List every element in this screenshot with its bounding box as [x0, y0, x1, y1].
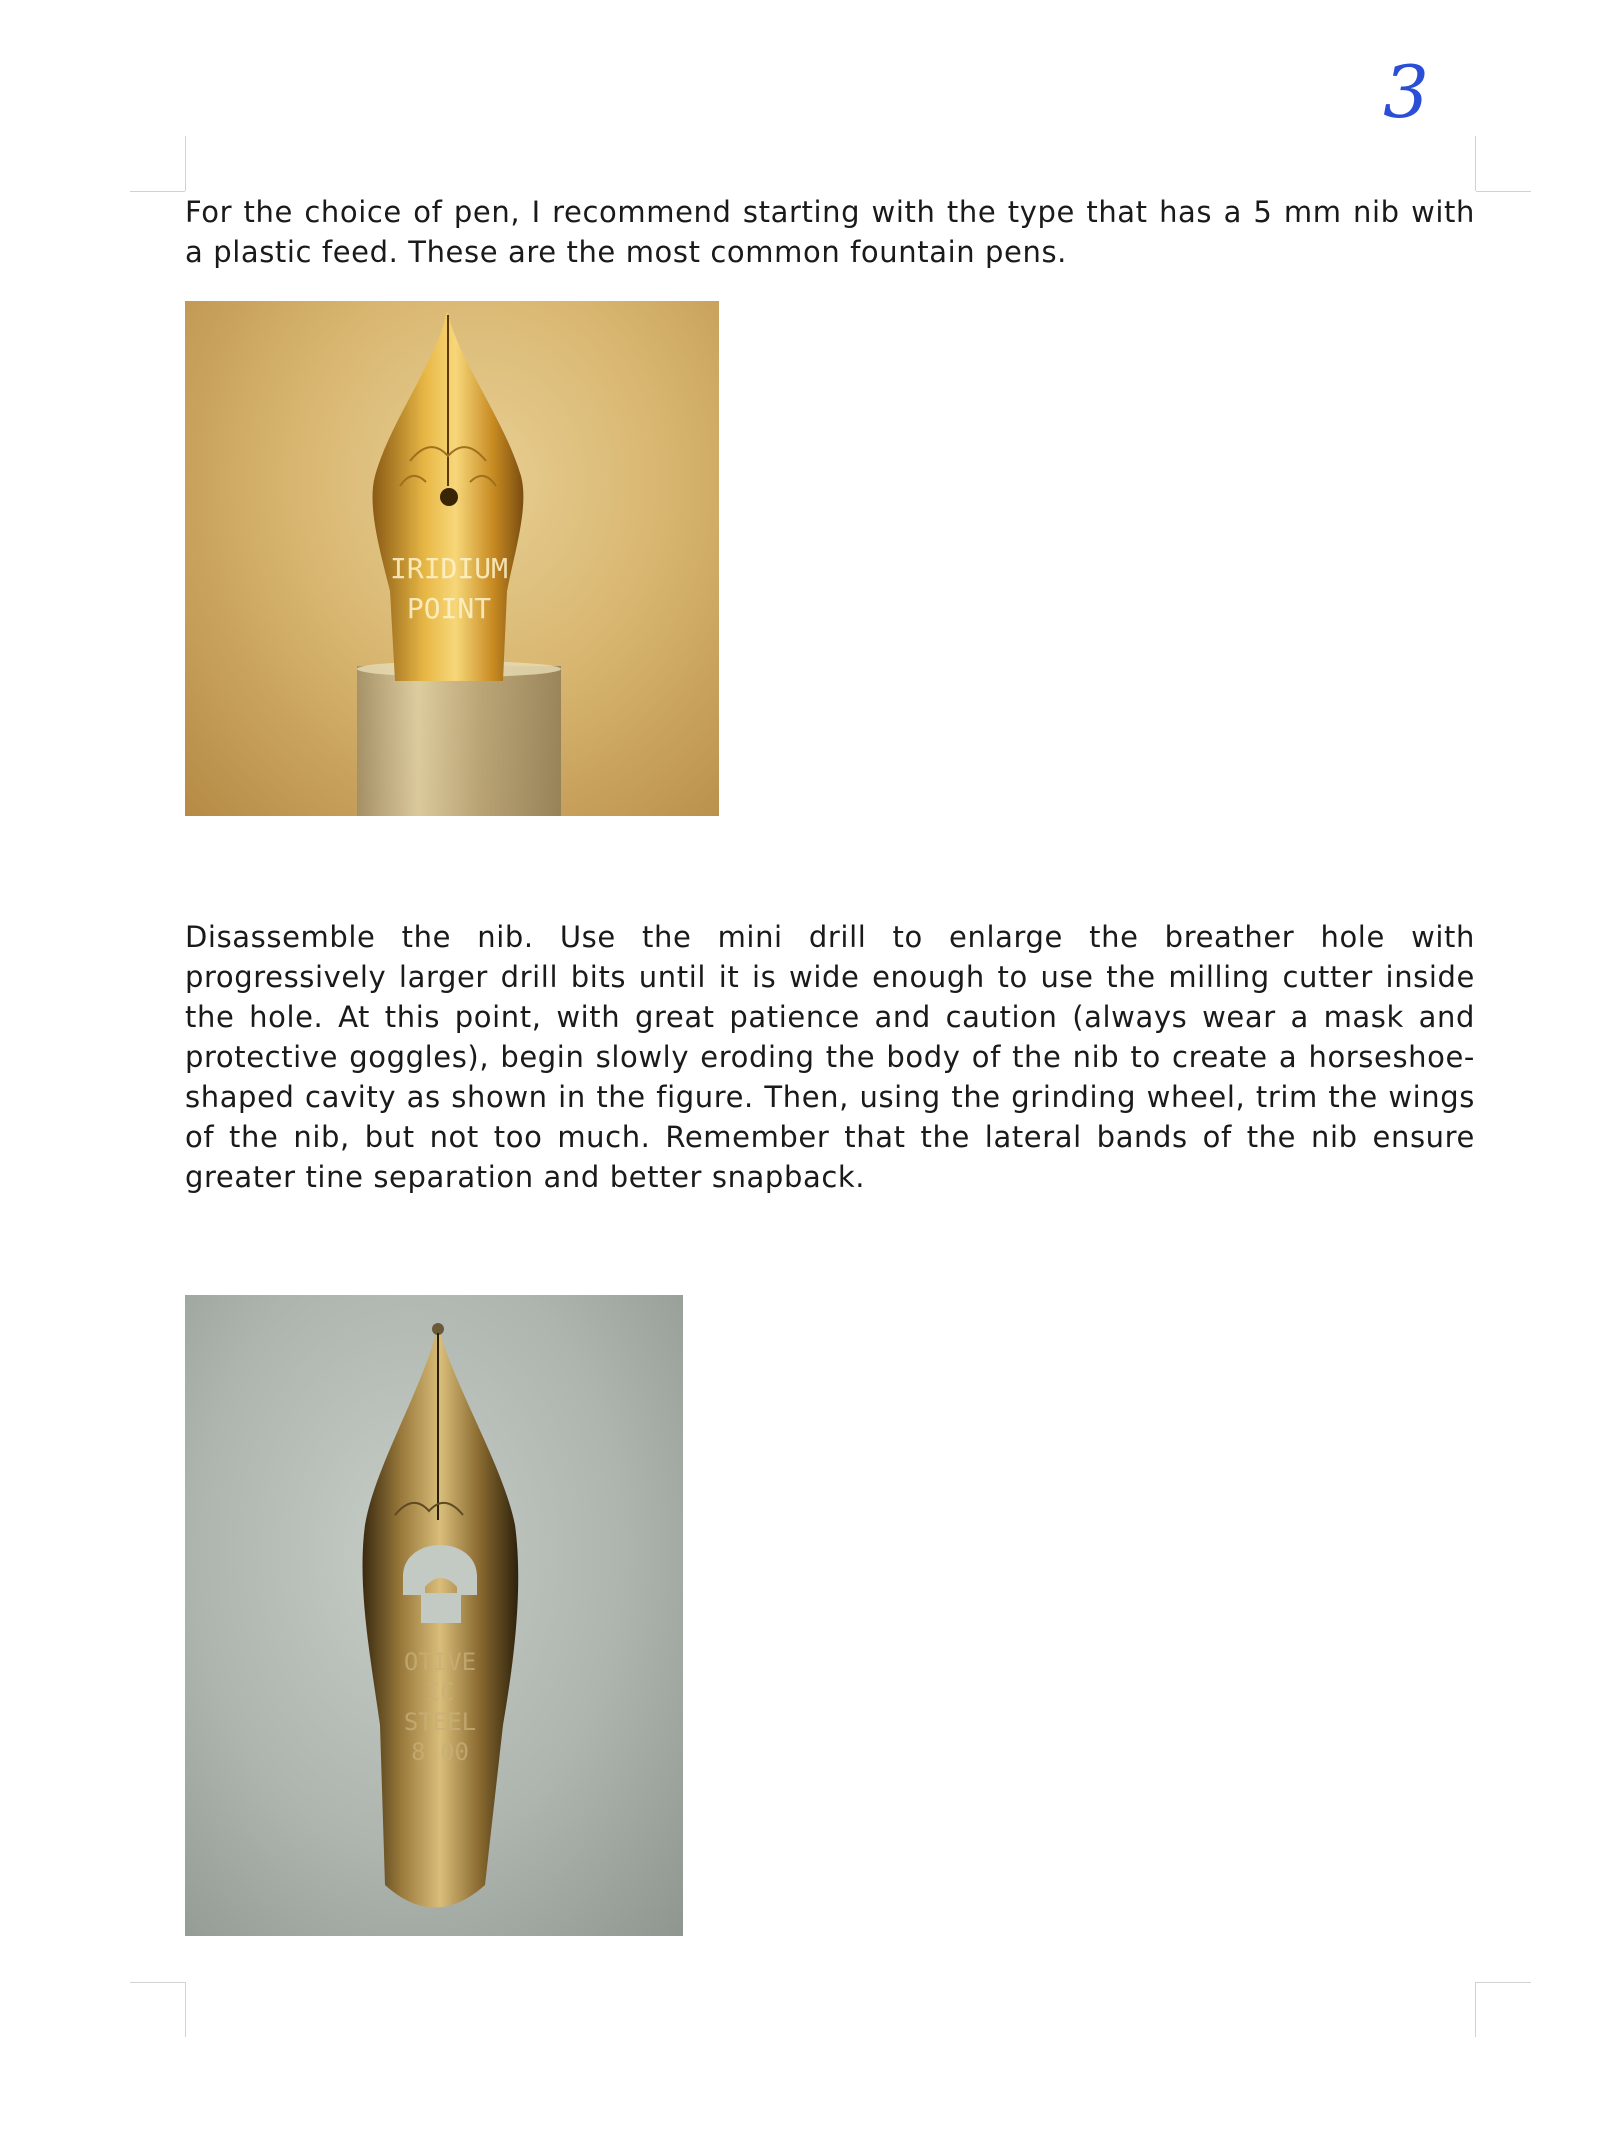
- nib-imprint-line4: 8-00: [411, 1738, 469, 1766]
- paragraph-pen-choice: For the choice of pen, I recommend starting with the type that has a 5 mm nib with a plastic feed. These are the most common fountain pens.: [185, 195, 1475, 269]
- nib-imprint-line2: IC: [425, 1678, 455, 1706]
- page-number: 3: [1383, 50, 1429, 134]
- nib-imprint-line2: POINT: [406, 592, 492, 625]
- photo-modified-nib: [185, 1295, 683, 1936]
- nib-imprint-line1: OTIVE: [403, 1648, 477, 1676]
- paragraph-disassemble-instructions: Disassemble the nib. Use the mini drill to enlarge the breather hole with progressively larger drill bits until it is wide enough to use the milling cutter inside the hole. At this point, with great patience and caution (always wear a mask and protective goggles), begin slowly eroding the body of the nib to create a horseshoe-shaped cavity as shown in the figure. Then, using the grinding wheel, trim the wings of the nib, but not too much. Remember that the lateral bands of the nib ensure greater tine separation and better snapback.: [185, 920, 1475, 1194]
- photo-intact-nib: [185, 301, 719, 816]
- nib-imprint-line1: IRIDIUM: [389, 552, 509, 585]
- nib-imprint-line3: STEEL: [403, 1708, 477, 1736]
